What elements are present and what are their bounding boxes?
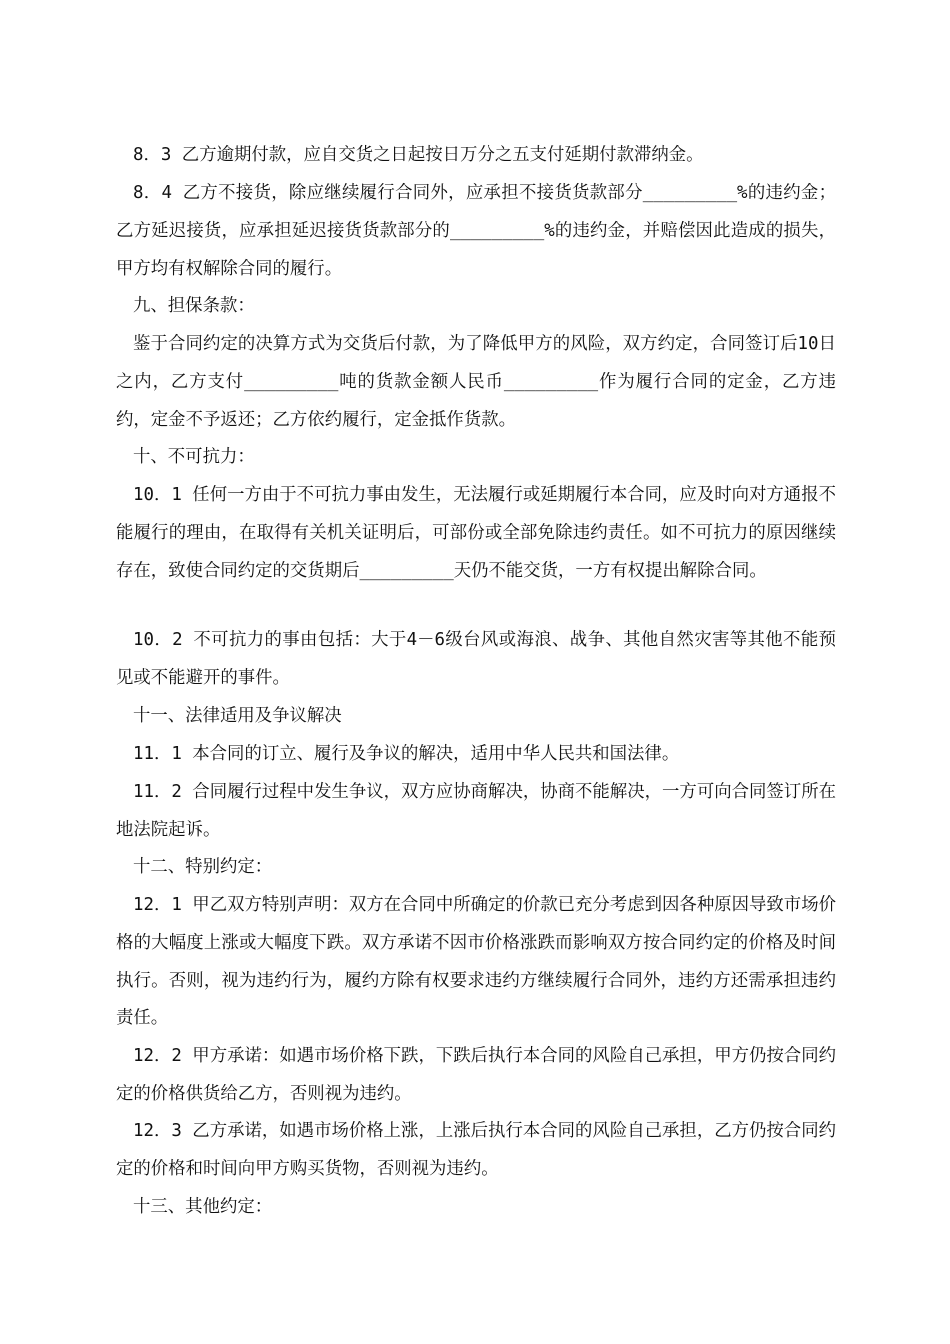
- section-heading-guarantee: 九、担保条款：: [133, 296, 255, 317]
- section-heading-other: 十三、其他约定：: [133, 1197, 273, 1218]
- clause-12-3: 12．3 乙方承诺，如遇市场价格上涨，上涨后执行本合同的风险自己承担，乙方仍按合同约定的价格和时间向甲方购买货物，否则视为违约。: [116, 1121, 836, 1179]
- section-heading-special: 十二、特别约定：: [133, 857, 273, 878]
- section-heading-law: 十一、法律适用及争议解决: [133, 706, 342, 727]
- clause-11-2: 11．2 合同履行过程中发生争议，双方应协商解决，协商不能解决，一方可向合同签订所在地法院起诉。: [116, 782, 836, 840]
- clause-10-2: 10．2 不可抗力的事由包括：大于4－6级台风或海浪、战争、其他自然灾害等其他不能预见或不能避开的事件。: [116, 630, 836, 688]
- clause-12-2: 12．2 甲方承诺：如遇市场价格下跌，下跌后执行本合同的风险自己承担，甲方仍按合同约定的价格供货给乙方，否则视为违约。: [116, 1046, 836, 1104]
- clause-8-4: 8．4 乙方不接货，除应继续履行合同外，应承担不接货货款部分_________%的违约金；乙方延迟接货，应承担延迟接货货款部分的_________%的违约金，并赔偿因此造成的损失，甲方均有权解除合同的履行。: [116, 183, 836, 279]
- clause-11-1: 11．1 本合同的订立、履行及争议的解决，适用中华人民共和国法律。: [133, 744, 680, 765]
- clause-8-3: 8．3 乙方逾期付款，应自交货之日起按日万分之五支付延期付款滞纳金。: [133, 145, 704, 166]
- clause-12-1: 12．1 甲乙双方特别声明：双方在合同中所确定的价款已充分考虑到因各种原因导致市场价格的大幅度上涨或大幅度下跌。双方承诺不因市价格涨跌而影响双方按合同约定的价格及时间执行。否则，视为违约行为，履约方除有权要求违约方继续履行合同外，违约方还需承担违约责任。: [116, 895, 836, 1029]
- section-heading-force-majeure: 十、不可抗力：: [133, 447, 255, 468]
- clause-10-1: 10．1 任何一方由于不可抗力事由发生，无法履行或延期履行本合同，应及时向对方通报不能履行的理由，在取得有关机关证明后，可部份或全部免除违约责任。如不可抗力的原因继续存在，致使合同约定的交货期后_________天仍不能交货，一方有权提出解除合同。: [116, 485, 836, 581]
- guarantee-clause: 鉴于合同约定的决算方式为交货后付款，为了降低甲方的风险，双方约定，合同签订后10日之内，乙方支付_________吨的货款金额人民币_________作为履行合同的定金，乙方违约，定金不予返还；乙方依约履行，定金抵作货款。: [116, 334, 836, 430]
